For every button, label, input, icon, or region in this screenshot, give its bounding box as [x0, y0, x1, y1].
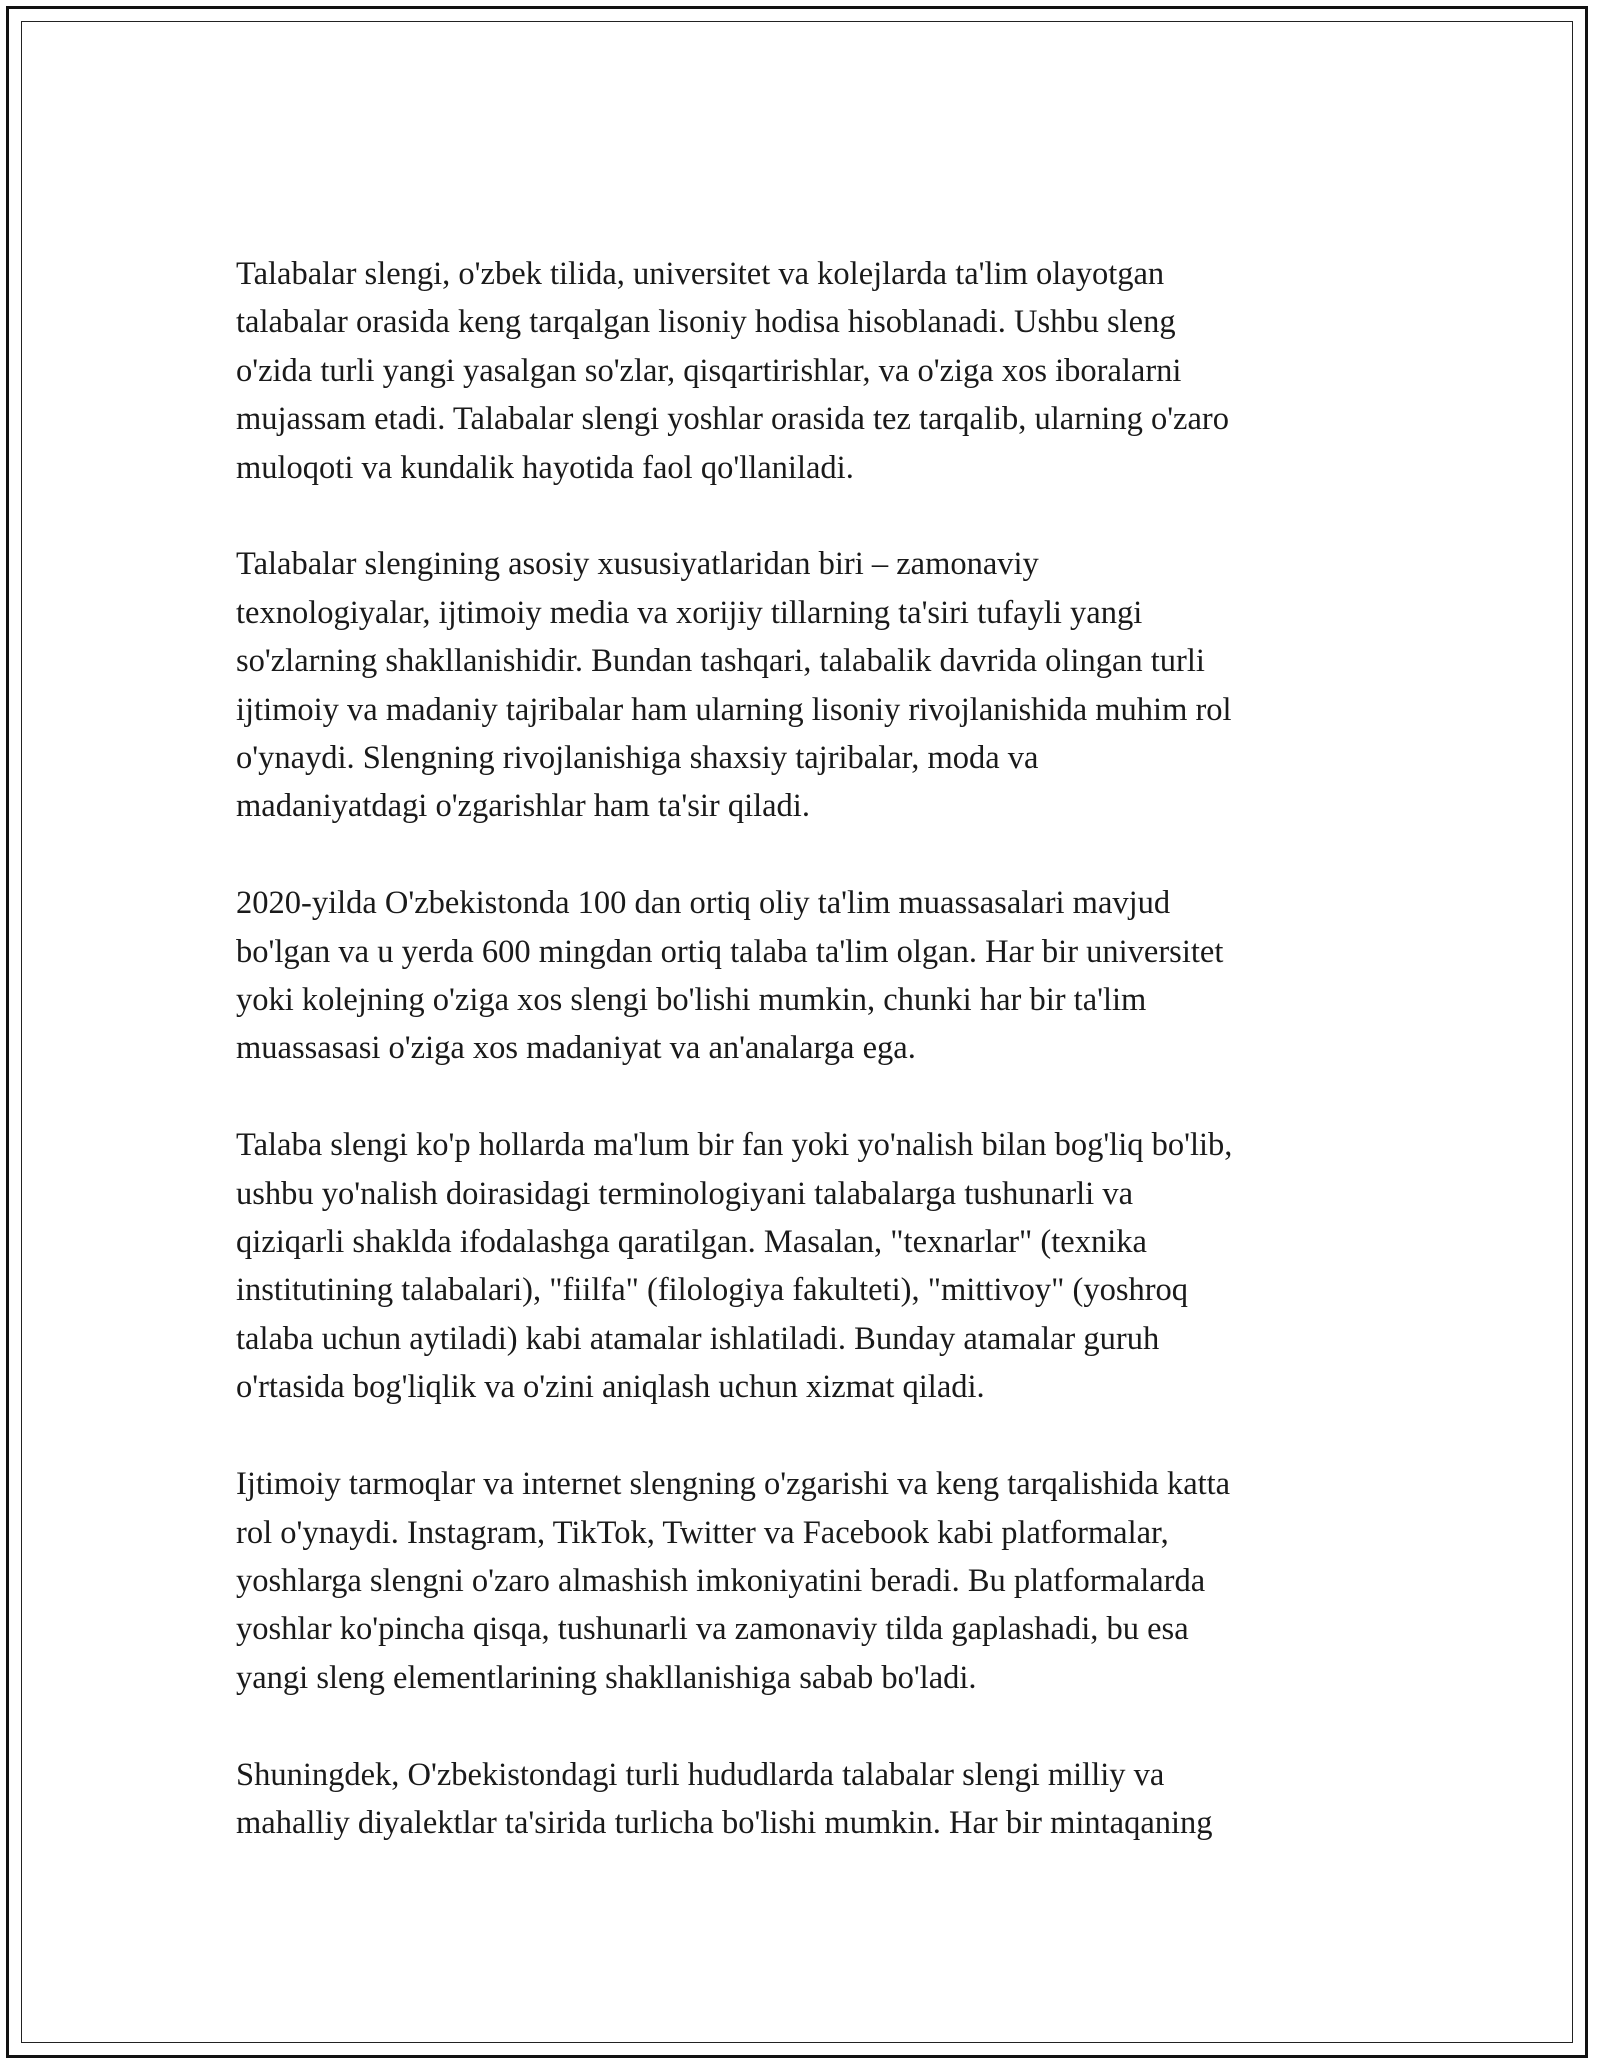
paragraph-line: talabalar orasida keng tarqalgan lisoniy hodisa hisoblanadi. Ushbu sleng: [236, 304, 1176, 341]
paragraph-line: Shuningdek, O'zbekistondagi turli hududlarda talabalar slengi milliy va: [236, 1756, 1165, 1793]
paragraph-line: o'zida turli yangi yasalgan so'zlar, qisqartirishlar, va o'ziga xos iboralarni: [236, 352, 1182, 389]
paragraph-6: [236, 1751, 1366, 1848]
paragraph-line: so'zlarning shakllanishidir. Bundan tashqari, talabalik davrida olingan turli: [236, 643, 1205, 680]
paragraph-line: ushbu yo'nalish doirasidagi terminologiyani talabalarga tushunarli va: [236, 1175, 1134, 1212]
paragraph-line: o'rtasida bog'liqlik va o'zini aniqlash uchun xizmat qiladi.: [236, 1369, 985, 1406]
paragraph-line: yoshlar ko'pincha qisqa, tushunarli va zamonaviy tilda gaplashadi, bu esa: [236, 1611, 1189, 1648]
paragraph-line: yoki kolejning o'ziga xos slengi bo'lishi mumkin, chunki har bir ta'lim: [236, 982, 1147, 1019]
paragraph-line: 2020-yilda O'zbekistonda 100 dan ortiq oliy ta'lim muassasalari mavjud: [236, 885, 1171, 922]
paragraph-line: yangi sleng elementlarining shakllanishiga sabab bo'ladi.: [236, 1659, 977, 1696]
paragraph-line: madaniyatdagi o'zgarishlar ham ta'sir qiladi.: [236, 788, 810, 825]
document-body: [236, 250, 1366, 1896]
paragraph-line: mahalliy diyalektlar ta'sirida turlicha bo'lishi mumkin. Har bir mintaqaning: [236, 1804, 1213, 1841]
paragraph-4: [236, 1121, 1366, 1411]
paragraph-line: talaba uchun aytiladi) kabi atamalar ishlatiladi. Bunday atamalar guruh: [236, 1320, 1160, 1357]
paragraph-3: [236, 879, 1366, 1073]
paragraph-line: o'ynaydi. Slengning rivojlanishiga shaxsiy tajribalar, moda va: [236, 740, 1039, 777]
paragraph-line: mujassam etadi. Talabalar slengi yoshlar orasida tez tarqalib, ularning o'zaro: [236, 401, 1229, 438]
paragraph-1: [236, 250, 1366, 492]
paragraph-line: rol o'ynaydi. Instagram, TikTok, Twitter va Facebook kabi platformalar,: [236, 1514, 1169, 1551]
paragraph-line: muassasasi o'ziga xos madaniyat va an'analarga ega.: [236, 1030, 916, 1067]
paragraph-line: texnologiyalar, ijtimoiy media va xorijiy tillarning ta'siri tufayli yangi: [236, 594, 1143, 631]
paragraph-2: [236, 540, 1366, 830]
paragraph-line: bo'lgan va u yerda 600 mingdan ortiq talaba ta'lim olgan. Har bir universitet: [236, 933, 1224, 970]
paragraph-line: institutining talabalari), "fiilfa" (filologiya fakulteti), "mittivoy" (yoshroq: [236, 1272, 1189, 1309]
paragraph-5: [236, 1460, 1366, 1702]
paragraph-line: ijtimoiy va madaniy tajribalar ham ularning lisoniy rivojlanishida muhim rol: [236, 691, 1232, 728]
paragraph-line: Talabalar slengining asosiy xususiyatlaridan biri – zamonaviy: [236, 546, 1039, 583]
paragraph-line: yoshlarga slengni o'zaro almashish imkoniyatini beradi. Bu platformalarda: [236, 1562, 1206, 1599]
paragraph-line: Ijtimoiy tarmoqlar va internet slengning o'zgarishi va keng tarqalishida katta: [236, 1466, 1231, 1503]
paragraph-line: Talaba slengi ko'p hollarda ma'lum bir fan yoki yo'nalish bilan bog'liq bo'lib,: [236, 1127, 1233, 1164]
paragraph-line: qiziqarli shaklda ifodalashga qaratilgan. Masalan, "texnarlar" (texnika: [236, 1224, 1147, 1261]
paragraph-line: muloqoti va kundalik hayotida faol qo'llaniladi.: [236, 449, 854, 486]
paragraph-line: Talabalar slengi, o'zbek tilida, universitet va kolejlarda ta'lim olayotgan: [236, 256, 1165, 292]
